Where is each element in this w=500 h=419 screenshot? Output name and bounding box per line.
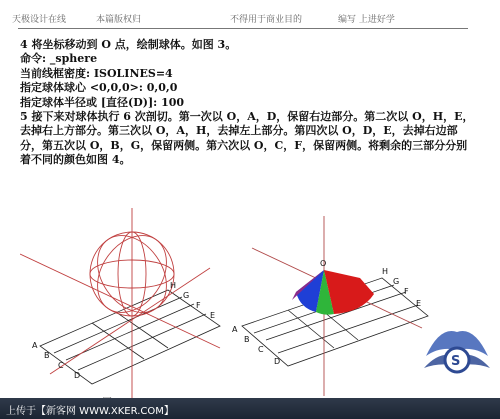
text-line: 指定球体球心 <0,0,0>: 0,0,0: [20, 81, 178, 95]
fig4-label-b: B: [244, 335, 250, 344]
fig3-label-d: D: [74, 371, 81, 380]
logo-graphic: [420, 316, 494, 396]
fig3-label-g: G: [183, 291, 190, 300]
fig3-label-h: H: [170, 281, 177, 290]
fig4-label-g: G: [393, 277, 400, 286]
header-notice: 不得用于商业目的: [230, 15, 303, 25]
fig3-label-f: F: [196, 301, 201, 310]
header-rule: [18, 28, 468, 29]
text-line: 分，第五次以 O，B，G，保留两侧。第六次以 O，C，F，保留两侧。将剩余的三部分分别: [20, 138, 468, 152]
header-left: 天极设计在线: [12, 15, 67, 25]
text-line: 5 接下来对球体执行 6 次剖切。第一次以 O，A，D，保留右边部分。第二次以 O，H，E，: [20, 110, 474, 124]
figure-3-drawing: [20, 208, 235, 400]
upload-banner: [0, 398, 500, 419]
header-middle: 本篇版权归: [96, 15, 142, 25]
fig3-label-e: E: [210, 311, 216, 320]
fig4-label-f: F: [404, 287, 409, 296]
fig4-label-c: C: [258, 345, 264, 354]
svg-text:S: S: [451, 354, 461, 369]
text-line: 去掉右上方部分。第三次以 O，A，H，去掉左上部分。第四次以 O，D，E，去掉右边部: [20, 124, 458, 138]
fig4-label-d: D: [274, 357, 281, 366]
upload-banner-text: 上传于【新客网 WWW.XKER.COM】: [6, 406, 174, 417]
fig4-label-o: O: [320, 259, 327, 268]
fig4-label-a: A: [232, 325, 238, 334]
text-line: 命令: _sphere: [20, 52, 98, 66]
fig4-label-e: E: [416, 299, 422, 308]
figure-3: [20, 208, 235, 400]
text-line: 指定球体半径或 [直径(D)]: 100: [20, 95, 185, 109]
text-line: 4 将坐标移动到 O 点，绘制球体。如图 3。: [20, 38, 237, 51]
article-text: [20, 38, 482, 168]
text-line: 当前线框密度: ISOLINES=4: [20, 66, 173, 80]
figure-4-drawing: [232, 208, 432, 400]
fig3-label-c: C: [58, 361, 64, 370]
figure-3-grid: [40, 290, 220, 384]
fig3-label-a: A: [32, 341, 38, 350]
fig3-label-b: B: [44, 351, 50, 360]
page-header: [0, 0, 500, 28]
watermark-logo: [420, 316, 494, 396]
header-editor: 编写 上进好学: [338, 15, 395, 25]
figure-4: [232, 208, 432, 400]
text-line: 着不同的颜色如图 4。: [20, 153, 131, 167]
fig4-label-h: H: [382, 267, 389, 276]
